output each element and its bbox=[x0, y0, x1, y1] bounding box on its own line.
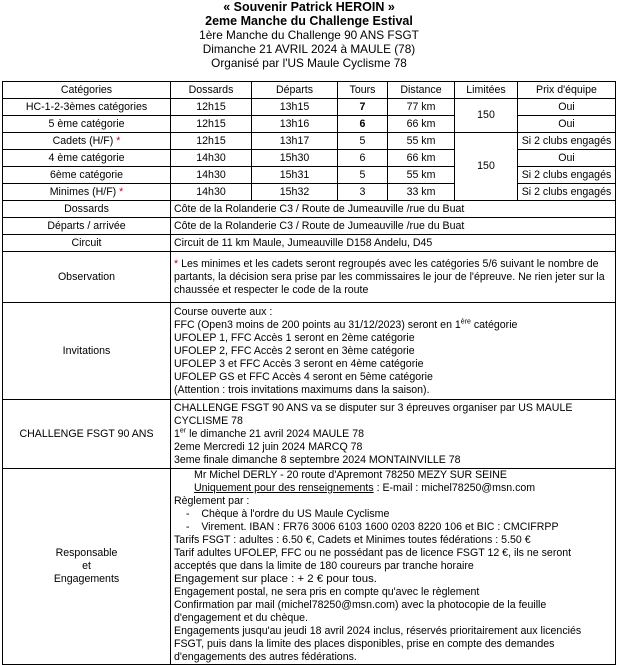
organizer: Organisé par l'US Maule Cyclisme 78 bbox=[211, 56, 407, 70]
contact-line: Mr Michel DERLY - 20 route d'Apremont 78250 MEZY SUR SEINE bbox=[194, 469, 507, 481]
dossards-location: Côte de la Rolanderie C3 / Route de Jumeauville /rue du Buat bbox=[171, 201, 616, 218]
dossard-time-cell: 12h15 bbox=[171, 116, 252, 133]
distance-cell: 55 km bbox=[388, 133, 455, 150]
column-header-departs: Départs bbox=[252, 82, 338, 99]
dossard-time-cell: 12h15 bbox=[171, 99, 252, 116]
depart-time-cell: 15h30 bbox=[252, 150, 338, 167]
table-header-row bbox=[3, 82, 616, 99]
dossard-time-cell: 12h15 bbox=[171, 133, 252, 150]
table-row bbox=[3, 99, 616, 116]
challenge-title: 2eme Manche du Challenge Estival bbox=[205, 14, 413, 28]
limite-cell-group1: 150 bbox=[455, 99, 518, 133]
table-row bbox=[3, 116, 616, 133]
asterisk-marker: * bbox=[174, 257, 179, 270]
tours-cell: 6 bbox=[338, 150, 388, 167]
depart-time-cell: 13h16 bbox=[252, 116, 338, 133]
challenge-label: CHALLENGE FSGT 90 ANS bbox=[3, 400, 171, 469]
document-header bbox=[0, 0, 618, 70]
table-row bbox=[3, 167, 616, 184]
prix-cell: Si 2 clubs engagés bbox=[518, 184, 616, 201]
circuit-description: Circuit de 11 km Maule, Jumeauville D158 Andelu, D45 bbox=[171, 235, 616, 252]
tours-cell: 5 bbox=[338, 167, 388, 184]
table-row bbox=[3, 150, 616, 167]
distance-cell: 66 km bbox=[388, 116, 455, 133]
category-cell: Minimes (H/F) * bbox=[3, 184, 171, 201]
manche-subtitle: 1ère Manche du Challenge 90 ANS FSGT bbox=[199, 28, 419, 42]
invitations-row bbox=[3, 303, 616, 400]
category-cell: 6ème catégorie bbox=[3, 167, 171, 184]
engagements-text: Mr Michel DERLY - 20 route d'Apremont 78250 MEZY SUR SEINE Uniquement pour des renseignements : E-mail : michel78250@msn.com Règlement par : - Chèque à l'ordre du US Maule Cyclisme - Virement. IBAN : FR76 3006 6103 1600 0203 8220 106 et BIC : CMCIFRPP Tarifs FSGT : adultes : 6.50 €, Cadets et Minimes toutes fédérations : 5.50 € Tarif adultes UFOLEP, FFC ou ne possédant pas de licence FSGT 12 €, ils ne seront acceptés que dans la limite de 180 coureurs par tranche horaire Engagement sur place : + 2 € pour tous. Engagement postal, ne sera pris en compte qu'avec le règlement Confirmation par mail (michel78250@msn.com) avec la photocopie de la feuille d'engagement et du chèque. Engagements jusqu'au jeudi 18 avril 2024 inclus, réservés prioritairement aux licenciés FSGT, puis dans la limite des places disponibles, prise en compte des demandes d'engagements des autres fédérations. bbox=[171, 469, 616, 665]
engagements-row bbox=[3, 469, 616, 665]
dossard-time-cell: 14h30 bbox=[171, 150, 252, 167]
category-cell: HC-1-2-3èmes catégories bbox=[3, 99, 171, 116]
departs-arrivee-location: Côte de la Rolanderie C3 / Route de Jumeauville /rue du Buat bbox=[171, 218, 616, 235]
departs-arrivee-label: Départs / arrivée bbox=[3, 218, 171, 235]
challenge-row bbox=[3, 400, 616, 469]
dossards-row bbox=[3, 201, 616, 218]
category-cell: 4 ème catégorie bbox=[3, 150, 171, 167]
table-row bbox=[3, 133, 616, 150]
column-header-tours: Tours bbox=[338, 82, 388, 99]
category-cell: 5 ème catégorie bbox=[3, 116, 171, 133]
tours-cell: 5 bbox=[338, 133, 388, 150]
column-header-categories: Catégories bbox=[3, 82, 171, 99]
depart-time-cell: 13h15 bbox=[252, 99, 338, 116]
info-line: Uniquement pour des renseignements : E-mail : michel78250@msn.com bbox=[194, 482, 536, 494]
observation-row bbox=[3, 252, 616, 303]
engagements-label: Responsable et Engagements bbox=[3, 469, 171, 665]
depart-time-cell: 13h17 bbox=[252, 133, 338, 150]
observation-text: * Les minimes et les cadets seront regroupés avec les catégories 5/6 suivant le nombre de partants, la décision sera prise par les commissaires le jour de l'épreuve. Ne rien jeter sur la chaussée et respecter le code de la route bbox=[171, 252, 616, 303]
race-info-table bbox=[2, 81, 616, 665]
distance-cell: 55 km bbox=[388, 167, 455, 184]
distance-cell: 33 km bbox=[388, 184, 455, 201]
category-cell: Cadets (H/F) * bbox=[3, 133, 171, 150]
circuit-label: Circuit bbox=[3, 235, 171, 252]
dossard-time-cell: 14h30 bbox=[171, 184, 252, 201]
prix-cell: Oui bbox=[518, 99, 616, 116]
column-header-distance: Distance bbox=[388, 82, 455, 99]
observation-label: Observation bbox=[3, 252, 171, 303]
distance-cell: 77 km bbox=[388, 99, 455, 116]
distance-cell: 66 km bbox=[388, 150, 455, 167]
invitations-label: Invitations bbox=[3, 303, 171, 400]
prix-cell: Si 2 clubs engagés bbox=[518, 167, 616, 184]
tours-cell: 3 bbox=[338, 184, 388, 201]
limite-cell-group2: 150 bbox=[455, 133, 518, 201]
asterisk-marker: * bbox=[119, 185, 124, 198]
tours-cell: 7 bbox=[338, 99, 388, 116]
invitations-text: Course ouverte aux : FFC (Open3 moins de 200 points au 31/12/2023) seront en 1ère catégorie UFOLEP 1, FFC Accès 1 seront en 2ème catégorie UFOLEP 2, FFC Accès 2 seront en 3ème catégorie UFOLEP 3 et FFC Accès 3 seront en 4ème catégorie UFOLEP GS et FFC Accès 4 seront en 5ème catégorie (Attention : trois invitations maximums dans la saison). bbox=[171, 303, 616, 400]
depart-time-cell: 15h32 bbox=[252, 184, 338, 201]
dossards-label: Dossards bbox=[3, 201, 171, 218]
circuit-row bbox=[3, 235, 616, 252]
prix-cell: Oui bbox=[518, 116, 616, 133]
asterisk-marker: * bbox=[116, 134, 121, 147]
event-date: Dimanche 21 AVRIL 2024 à MAULE (78) bbox=[202, 42, 416, 56]
challenge-text: CHALLENGE FSGT 90 ANS va se disputer sur 3 épreuves organiser par US MAULE CYCLISME 78 1er le dimanche 21 avril 2024 MAULE 78 2eme Mercredi 12 juin 2024 MARCQ 78 3eme finale dimanche 8 septembre 2024 MONTAINVILLE 78 bbox=[171, 400, 616, 469]
event-title: « Souvenir Patrick HEROIN » bbox=[223, 0, 395, 14]
dossard-time-cell: 14h30 bbox=[171, 167, 252, 184]
column-header-prix: Prix d'équipe bbox=[518, 82, 616, 99]
tours-cell: 6 bbox=[338, 116, 388, 133]
prix-cell: Oui bbox=[518, 150, 616, 167]
column-header-limitees: Limitées bbox=[455, 82, 518, 99]
prix-cell: Si 2 clubs engagés bbox=[518, 133, 616, 150]
departs-arrivee-row bbox=[3, 218, 616, 235]
column-header-dossards: Dossards bbox=[171, 82, 252, 99]
table-row bbox=[3, 184, 616, 201]
depart-time-cell: 15h31 bbox=[252, 167, 338, 184]
